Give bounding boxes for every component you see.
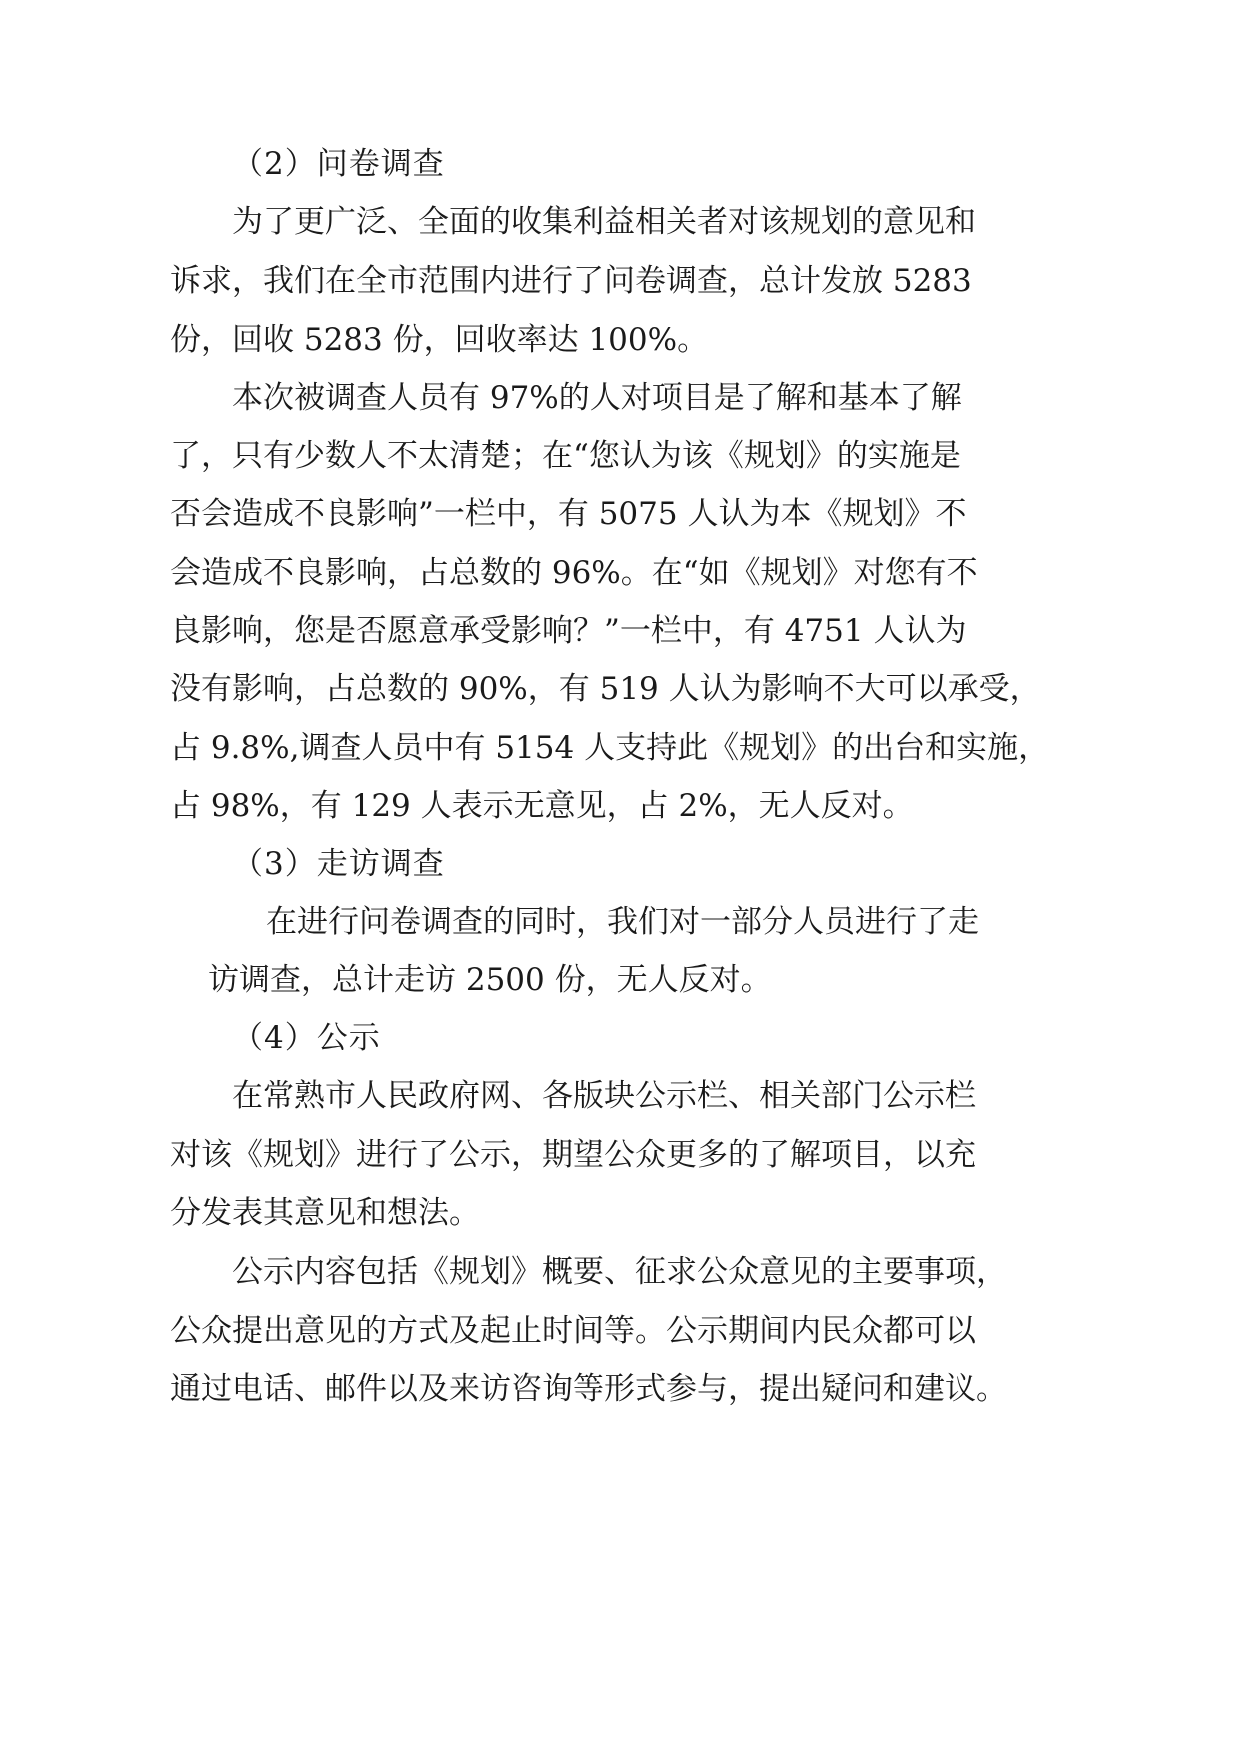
paragraph-line: 占 98%，有 129 人表示无意见，占 2%，无人反对。 — [170, 788, 914, 824]
paragraph-line: 本次被调查人员有 97%的人对项目是了解和基本了解 — [232, 380, 962, 416]
paragraph-line: 在进行问卷调查的同时，我们对一部分人员进行了走 — [266, 904, 979, 940]
section-heading-visit: （3）走访调查 — [232, 846, 445, 882]
paragraph-line: 否会造成不良影响”一栏中，有 5075 人认为本《规划》不 — [170, 496, 967, 532]
paragraph-line: 公众提出意见的方式及起止时间等。公示期间内民众都可以 — [170, 1313, 976, 1349]
paragraph-line: 占 9.8%,调查人员中有 5154 人支持此《规划》的出台和实施， — [170, 730, 1050, 766]
paragraph-line: 良影响，您是否愿意承受影响？”一栏中，有 4751 人认为 — [170, 613, 967, 649]
paragraph-line: 诉求，我们在全市范围内进行了问卷调查，总计发放 5283 — [170, 263, 972, 299]
paragraph-line: 了，只有少数人不太清楚；在“您认为该《规划》的实施是 — [170, 438, 961, 474]
paragraph-line: 分发表其意见和想法。 — [170, 1195, 480, 1231]
paragraph-line: 为了更广泛、全面的收集利益相关者对该规划的意见和 — [232, 204, 976, 240]
paragraph-line: 在常熟市人民政府网、各版块公示栏、相关部门公示栏 — [232, 1078, 976, 1114]
paragraph-line: 份，回收 5283 份，回收率达 100%。 — [170, 322, 709, 358]
paragraph-line: 没有影响，占总数的 90%，有 519 人认为影响不大可以承受， — [170, 671, 1041, 707]
paragraph-line: 通过电话、邮件以及来访咨询等形式参与，提出疑问和建议。 — [170, 1371, 1007, 1407]
paragraph-line: 访调查，总计走访 2500 份，无人反对。 — [208, 962, 772, 998]
section-heading-notice: （4）公示 — [232, 1020, 381, 1056]
paragraph-line: 会造成不良影响，占总数的 96%。在“如《规划》对您有不 — [170, 555, 978, 591]
section-heading-survey: （2）问卷调查 — [232, 146, 445, 182]
paragraph-line: 公示内容包括《规划》概要、征求公众意见的主要事项， — [232, 1254, 1007, 1290]
paragraph-line: 对该《规划》进行了公示，期望公众更多的了解项目，以充 — [170, 1137, 976, 1173]
